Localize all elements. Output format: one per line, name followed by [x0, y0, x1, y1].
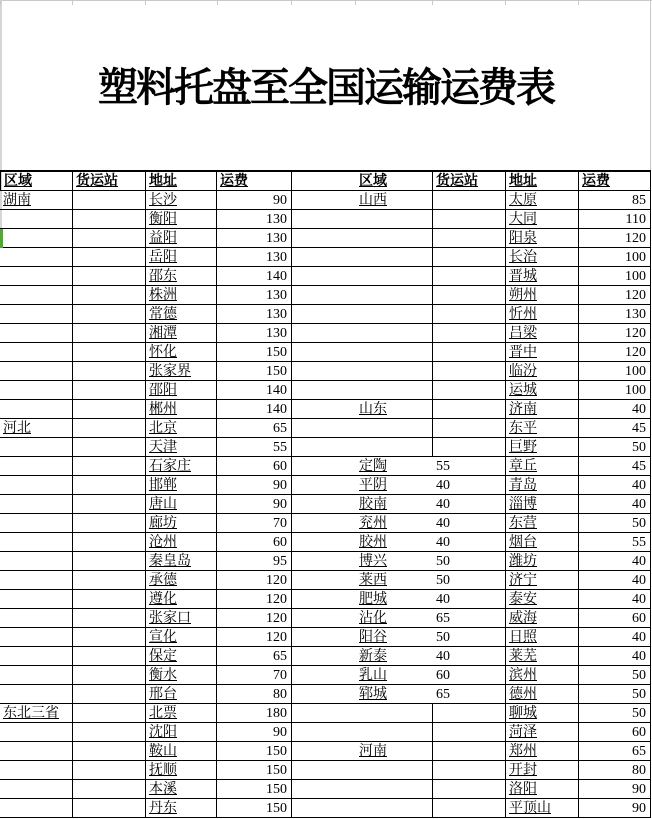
region-cell[interactable]: 郓城	[356, 685, 433, 704]
region-cell[interactable]: 东北三省	[0, 704, 73, 723]
fee-cell[interactable]: 150	[217, 343, 292, 362]
station-cell[interactable]	[73, 742, 146, 761]
fee-cell[interactable]: 90	[579, 799, 651, 818]
freight-table-right	[356, 170, 651, 818]
region-cell[interactable]	[356, 381, 433, 400]
region-cell[interactable]	[0, 343, 73, 362]
station-cell[interactable]	[73, 286, 146, 305]
station-cell[interactable]	[433, 780, 506, 799]
station-cell[interactable]	[73, 229, 146, 248]
station-cell[interactable]	[73, 419, 146, 438]
region-cell[interactable]	[356, 419, 433, 438]
region-cell[interactable]: 河北	[0, 419, 73, 438]
fee-cell[interactable]: 40	[579, 552, 651, 571]
fee-cell[interactable]: 140	[217, 381, 292, 400]
fee-cell[interactable]: 40	[579, 647, 651, 666]
fee-cell[interactable]: 40	[579, 628, 651, 647]
address-cell[interactable]: 宣化	[146, 628, 217, 647]
region-cell[interactable]: 湖南	[0, 191, 73, 210]
gridline-tick	[72, 0, 73, 5]
region-cell[interactable]	[0, 723, 73, 742]
address-cell[interactable]: 莱芜	[506, 647, 579, 666]
address-cell[interactable]: 威海	[506, 609, 579, 628]
region-cell[interactable]	[356, 324, 433, 343]
station-cell[interactable]	[73, 476, 146, 495]
fee-cell[interactable]: 100	[579, 362, 651, 381]
region-cell[interactable]: 兖州	[356, 514, 433, 533]
station-cell[interactable]	[73, 609, 146, 628]
fee-cell[interactable]: 40	[579, 476, 651, 495]
address-cell[interactable]: 滨州	[506, 666, 579, 685]
station-cell[interactable]	[73, 343, 146, 362]
region-cell[interactable]	[0, 495, 73, 514]
region-cell[interactable]	[0, 609, 73, 628]
station-cell[interactable]	[73, 647, 146, 666]
region-cell[interactable]	[0, 514, 73, 533]
address-cell[interactable]: 章丘	[506, 457, 579, 476]
region-cell[interactable]	[0, 647, 73, 666]
station-cell[interactable]	[433, 438, 506, 457]
address-cell[interactable]: 烟台	[506, 533, 579, 552]
gridline-tick	[650, 0, 651, 5]
station-cell[interactable]: 40	[433, 495, 506, 514]
address-cell[interactable]: 邵东	[146, 267, 217, 286]
address-cell[interactable]: 晋城	[506, 267, 579, 286]
freight-table-left	[0, 170, 292, 818]
address-cell[interactable]: 晋中	[506, 343, 579, 362]
station-cell[interactable]	[433, 267, 506, 286]
region-cell[interactable]	[356, 704, 433, 723]
region-cell[interactable]	[0, 476, 73, 495]
fee-cell[interactable]: 40	[579, 571, 651, 590]
fee-cell[interactable]: 140	[217, 267, 292, 286]
region-cell[interactable]: 胶州	[356, 533, 433, 552]
address-cell[interactable]: 怀化	[146, 343, 217, 362]
region-cell[interactable]	[356, 780, 433, 799]
station-cell[interactable]: 65	[433, 609, 506, 628]
station-cell[interactable]: 40	[433, 476, 506, 495]
address-cell[interactable]: 沧州	[146, 533, 217, 552]
fee-cell[interactable]: 80	[217, 685, 292, 704]
gridline-tick	[355, 0, 356, 5]
fee-cell[interactable]: 90	[217, 476, 292, 495]
station-cell[interactable]	[73, 248, 146, 267]
fee-cell[interactable]: 90	[217, 191, 292, 210]
fee-cell[interactable]: 55	[217, 438, 292, 457]
region-cell[interactable]	[0, 799, 73, 818]
region-cell[interactable]: 沾化	[356, 609, 433, 628]
address-cell[interactable]: 长治	[506, 248, 579, 267]
separator-column	[292, 170, 356, 818]
region-cell[interactable]	[0, 438, 73, 457]
address-cell[interactable]: 北票	[146, 704, 217, 723]
address-cell[interactable]: 抚顺	[146, 761, 217, 780]
fee-cell[interactable]: 90	[217, 723, 292, 742]
region-cell[interactable]: 莱西	[356, 571, 433, 590]
region-cell[interactable]	[0, 381, 73, 400]
fee-cell[interactable]: 50	[579, 685, 651, 704]
fee-cell[interactable]: 80	[579, 761, 651, 780]
fee-cell[interactable]: 60	[579, 609, 651, 628]
address-cell[interactable]: 忻州	[506, 305, 579, 324]
fee-cell[interactable]: 50	[579, 438, 651, 457]
fee-cell[interactable]: 120	[217, 571, 292, 590]
region-cell[interactable]	[0, 267, 73, 286]
station-cell[interactable]	[433, 723, 506, 742]
fee-cell[interactable]: 130	[217, 324, 292, 343]
region-cell[interactable]	[0, 666, 73, 685]
fee-cell[interactable]: 100	[579, 248, 651, 267]
address-cell[interactable]: 巨野	[506, 438, 579, 457]
station-cell[interactable]	[73, 552, 146, 571]
station-cell[interactable]	[73, 324, 146, 343]
address-cell[interactable]: 石家庄	[146, 457, 217, 476]
column-header-station[interactable]: 货运站	[433, 172, 506, 191]
fee-cell[interactable]: 120	[579, 229, 651, 248]
station-cell[interactable]	[433, 324, 506, 343]
fee-cell[interactable]: 65	[217, 419, 292, 438]
column-header-station[interactable]: 货运站	[73, 172, 146, 191]
region-cell[interactable]: 山西	[356, 191, 433, 210]
gridline-tick	[432, 0, 433, 5]
region-cell[interactable]: 肥城	[356, 590, 433, 609]
address-cell[interactable]: 张家界	[146, 362, 217, 381]
region-cell[interactable]	[0, 286, 73, 305]
station-cell[interactable]	[73, 457, 146, 476]
station-cell[interactable]	[433, 248, 506, 267]
address-cell[interactable]: 济宁	[506, 571, 579, 590]
region-cell[interactable]	[0, 571, 73, 590]
region-cell[interactable]	[0, 628, 73, 647]
address-cell[interactable]: 泰安	[506, 590, 579, 609]
address-cell[interactable]: 大同	[506, 210, 579, 229]
region-cell[interactable]	[0, 305, 73, 324]
station-cell[interactable]	[73, 761, 146, 780]
region-cell[interactable]	[0, 229, 73, 248]
fee-cell[interactable]: 130	[217, 210, 292, 229]
fee-cell[interactable]: 60	[217, 533, 292, 552]
fee-cell[interactable]: 150	[217, 742, 292, 761]
station-cell[interactable]	[433, 419, 506, 438]
fee-cell[interactable]: 130	[217, 229, 292, 248]
address-cell[interactable]: 平顶山	[506, 799, 579, 818]
station-cell[interactable]	[73, 381, 146, 400]
station-cell[interactable]: 40	[433, 514, 506, 533]
station-cell[interactable]	[73, 628, 146, 647]
column-header-fee[interactable]: 运费	[579, 172, 651, 191]
fee-cell[interactable]: 65	[217, 647, 292, 666]
station-cell[interactable]	[73, 704, 146, 723]
region-cell[interactable]	[356, 305, 433, 324]
fee-cell[interactable]: 50	[579, 704, 651, 723]
address-cell[interactable]: 太原	[506, 191, 579, 210]
region-cell[interactable]	[0, 210, 73, 229]
fee-cell[interactable]: 70	[217, 514, 292, 533]
address-cell[interactable]: 北京	[146, 419, 217, 438]
page-title: 塑料托盘至全国运输运费表	[98, 65, 554, 110]
address-cell[interactable]: 东平	[506, 419, 579, 438]
address-cell[interactable]: 德州	[506, 685, 579, 704]
address-cell[interactable]: 湘潭	[146, 324, 217, 343]
region-cell[interactable]: 定陶	[356, 457, 433, 476]
station-cell[interactable]	[73, 514, 146, 533]
station-cell[interactable]	[433, 761, 506, 780]
address-cell[interactable]: 淄博	[506, 495, 579, 514]
region-cell[interactable]	[0, 780, 73, 799]
fee-cell[interactable]: 120	[217, 590, 292, 609]
station-cell[interactable]	[433, 381, 506, 400]
address-cell[interactable]: 遵化	[146, 590, 217, 609]
station-cell[interactable]	[433, 210, 506, 229]
selection-border-fragment	[0, 229, 3, 248]
region-cell[interactable]	[356, 210, 433, 229]
station-cell[interactable]	[73, 571, 146, 590]
address-cell[interactable]: 洛阳	[506, 780, 579, 799]
fee-cell[interactable]: 130	[217, 248, 292, 267]
station-cell[interactable]	[73, 191, 146, 210]
address-cell[interactable]: 郑州	[506, 742, 579, 761]
fee-cell[interactable]: 150	[217, 780, 292, 799]
address-cell[interactable]: 唐山	[146, 495, 217, 514]
station-cell[interactable]	[73, 666, 146, 685]
address-cell[interactable]: 保定	[146, 647, 217, 666]
fee-cell[interactable]: 70	[217, 666, 292, 685]
address-cell[interactable]: 长沙	[146, 191, 217, 210]
region-cell[interactable]	[356, 248, 433, 267]
address-cell[interactable]: 廊坊	[146, 514, 217, 533]
region-cell[interactable]	[0, 552, 73, 571]
region-cell[interactable]: 阳谷	[356, 628, 433, 647]
region-cell[interactable]	[0, 742, 73, 761]
region-cell[interactable]	[356, 286, 433, 305]
gridline-tick	[578, 0, 579, 5]
station-cell[interactable]	[73, 267, 146, 286]
region-cell[interactable]	[0, 248, 73, 267]
fee-cell[interactable]: 100	[579, 267, 651, 286]
fee-cell[interactable]: 180	[217, 704, 292, 723]
station-cell[interactable]	[73, 685, 146, 704]
address-cell[interactable]: 鞍山	[146, 742, 217, 761]
address-cell[interactable]: 东营	[506, 514, 579, 533]
region-cell[interactable]	[0, 400, 73, 419]
address-cell[interactable]: 株洲	[146, 286, 217, 305]
fee-cell[interactable]: 55	[579, 533, 651, 552]
address-cell[interactable]: 岳阳	[146, 248, 217, 267]
region-cell[interactable]	[356, 438, 433, 457]
column-header-address[interactable]: 地址	[506, 172, 579, 191]
region-cell[interactable]: 新泰	[356, 647, 433, 666]
fee-cell[interactable]: 120	[217, 609, 292, 628]
address-cell[interactable]: 济南	[506, 400, 579, 419]
address-cell[interactable]: 本溪	[146, 780, 217, 799]
region-cell[interactable]	[356, 761, 433, 780]
fee-cell[interactable]: 40	[579, 495, 651, 514]
fee-cell[interactable]: 120	[579, 286, 651, 305]
address-cell[interactable]: 青岛	[506, 476, 579, 495]
fee-cell[interactable]: 50	[579, 666, 651, 685]
fee-cell[interactable]: 95	[217, 552, 292, 571]
gridline-tick	[505, 0, 506, 5]
address-cell[interactable]: 开封	[506, 761, 579, 780]
address-cell[interactable]: 潍坊	[506, 552, 579, 571]
station-cell[interactable]: 50	[433, 628, 506, 647]
region-cell[interactable]	[0, 362, 73, 381]
fee-cell[interactable]: 120	[579, 343, 651, 362]
station-cell[interactable]	[73, 438, 146, 457]
region-cell[interactable]: 山东	[356, 400, 433, 419]
region-cell[interactable]	[356, 343, 433, 362]
fee-cell[interactable]: 130	[217, 286, 292, 305]
address-cell[interactable]: 邯郸	[146, 476, 217, 495]
fee-cell[interactable]: 60	[217, 457, 292, 476]
region-cell[interactable]	[0, 324, 73, 343]
fee-cell[interactable]: 50	[579, 514, 651, 533]
fee-cell[interactable]: 60	[579, 723, 651, 742]
address-cell[interactable]: 阳泉	[506, 229, 579, 248]
column-header-fee[interactable]: 运费	[217, 172, 292, 191]
fee-cell[interactable]: 120	[579, 324, 651, 343]
address-cell[interactable]: 聊城	[506, 704, 579, 723]
station-cell[interactable]	[73, 723, 146, 742]
address-cell[interactable]: 天津	[146, 438, 217, 457]
fee-cell[interactable]: 45	[579, 457, 651, 476]
station-cell[interactable]	[433, 362, 506, 381]
address-cell[interactable]: 运城	[506, 381, 579, 400]
fee-cell[interactable]: 130	[579, 305, 651, 324]
fee-cell[interactable]: 130	[217, 305, 292, 324]
fee-cell[interactable]: 150	[217, 362, 292, 381]
address-cell[interactable]: 沈阳	[146, 723, 217, 742]
station-cell[interactable]	[433, 742, 506, 761]
fee-cell[interactable]: 150	[217, 761, 292, 780]
station-cell[interactable]	[433, 305, 506, 324]
address-cell[interactable]: 秦皇岛	[146, 552, 217, 571]
address-cell[interactable]: 邢台	[146, 685, 217, 704]
region-cell[interactable]	[0, 590, 73, 609]
gridline-tick	[217, 0, 218, 5]
station-cell[interactable]: 40	[433, 647, 506, 666]
address-cell[interactable]: 日照	[506, 628, 579, 647]
station-cell[interactable]	[73, 362, 146, 381]
address-cell[interactable]: 朔州	[506, 286, 579, 305]
region-cell[interactable]	[356, 723, 433, 742]
fee-cell[interactable]: 65	[579, 742, 651, 761]
station-cell[interactable]: 65	[433, 685, 506, 704]
fee-cell[interactable]: 40	[579, 400, 651, 419]
address-cell[interactable]: 衡水	[146, 666, 217, 685]
column-header-region[interactable]: 区域	[356, 172, 433, 191]
fee-cell[interactable]: 100	[579, 381, 651, 400]
station-cell[interactable]	[73, 400, 146, 419]
station-cell[interactable]: 40	[433, 533, 506, 552]
address-cell[interactable]: 吕梁	[506, 324, 579, 343]
address-cell[interactable]: 张家口	[146, 609, 217, 628]
fee-cell[interactable]: 85	[579, 191, 651, 210]
fee-cell[interactable]: 90	[217, 495, 292, 514]
station-cell[interactable]: 60	[433, 666, 506, 685]
region-cell[interactable]: 乳山	[356, 666, 433, 685]
gridline-tick	[291, 0, 292, 5]
station-cell[interactable]	[73, 495, 146, 514]
station-cell[interactable]	[433, 343, 506, 362]
region-cell[interactable]	[356, 267, 433, 286]
region-cell[interactable]	[356, 799, 433, 818]
station-cell[interactable]	[73, 533, 146, 552]
station-cell[interactable]	[73, 799, 146, 818]
station-cell[interactable]	[433, 191, 506, 210]
fee-cell[interactable]: 110	[579, 210, 651, 229]
station-cell[interactable]: 55	[433, 457, 506, 476]
gridline-tick	[145, 0, 146, 5]
column-header-address[interactable]: 地址	[146, 172, 217, 191]
address-cell[interactable]: 承德	[146, 571, 217, 590]
station-cell[interactable]	[73, 780, 146, 799]
station-cell[interactable]	[433, 799, 506, 818]
address-cell[interactable]: 菏泽	[506, 723, 579, 742]
region-cell[interactable]	[356, 229, 433, 248]
address-cell[interactable]: 丹东	[146, 799, 217, 818]
station-cell[interactable]	[433, 400, 506, 419]
fee-cell[interactable]: 150	[217, 799, 292, 818]
region-cell[interactable]: 平阴	[356, 476, 433, 495]
region-cell[interactable]	[0, 457, 73, 476]
region-cell[interactable]: 河南	[356, 742, 433, 761]
region-cell[interactable]	[0, 685, 73, 704]
station-cell[interactable]	[433, 229, 506, 248]
address-cell[interactable]: 临汾	[506, 362, 579, 381]
region-cell[interactable]	[0, 533, 73, 552]
region-cell[interactable]	[0, 761, 73, 780]
fee-cell[interactable]: 120	[217, 628, 292, 647]
station-cell[interactable]	[73, 305, 146, 324]
address-cell[interactable]: 衡阳	[146, 210, 217, 229]
region-cell[interactable]: 胶南	[356, 495, 433, 514]
station-cell[interactable]: 40	[433, 590, 506, 609]
address-cell[interactable]: 郴州	[146, 400, 217, 419]
gridline-tick	[0, 0, 1, 5]
fee-cell[interactable]: 40	[579, 590, 651, 609]
fee-cell[interactable]: 140	[217, 400, 292, 419]
address-cell[interactable]: 益阳	[146, 229, 217, 248]
station-cell[interactable]	[73, 210, 146, 229]
fee-cell[interactable]: 45	[579, 419, 651, 438]
region-cell[interactable]	[356, 362, 433, 381]
fee-cell[interactable]: 90	[579, 780, 651, 799]
station-cell[interactable]	[433, 704, 506, 723]
station-cell[interactable]	[73, 590, 146, 609]
station-cell[interactable]: 50	[433, 571, 506, 590]
station-cell[interactable]	[433, 286, 506, 305]
column-header-region[interactable]: 区域	[0, 172, 73, 191]
station-cell[interactable]: 50	[433, 552, 506, 571]
address-cell[interactable]: 邵阳	[146, 381, 217, 400]
region-cell[interactable]: 博兴	[356, 552, 433, 571]
top-gridline	[0, 0, 652, 1]
address-cell[interactable]: 常德	[146, 305, 217, 324]
